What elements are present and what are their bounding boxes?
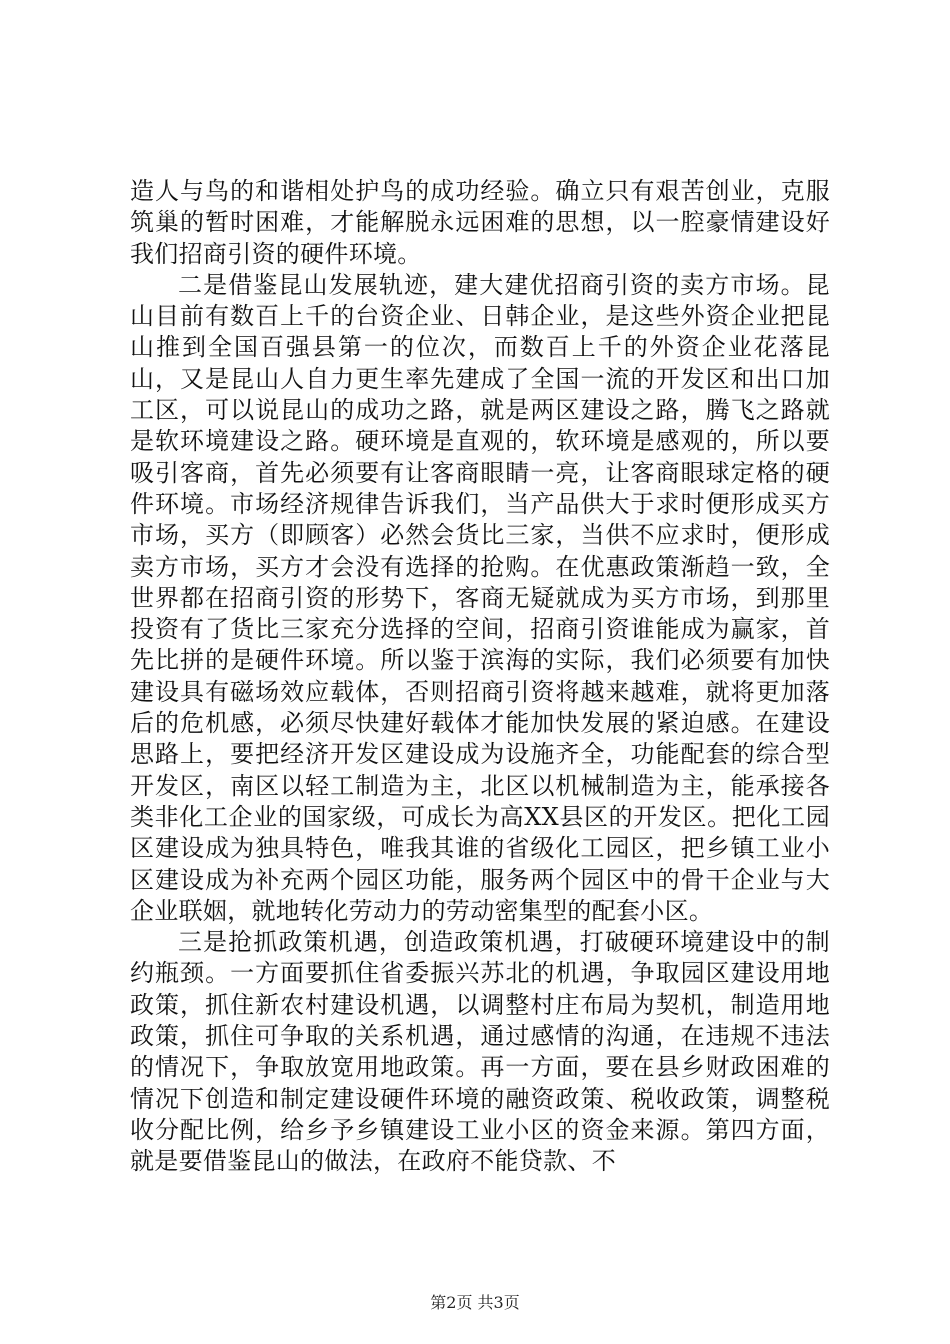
paragraph-3: 三是抢抓政策机遇，创造政策机遇，打破硬环境建设中的制约瓶颈。一方面要抓住省委振兴苏北的机遇，争取园区建设用地政策，抓住新农村建设机遇，以调整村庄布局为契机，制造用地政策，抓住可争取的关系机遇，通过感情的沟通，在违规不违法的情况下，争取放宽用地政策。再一方面，要在县乡财政困难的情况下创造和制定建设硬件环境的融资政策、税收政策，调整税收分配比例，给乡予乡镇建设工业小区的资金来源。第四方面，就是要借鉴昆山的做法，在政府不能贷款、不 — [130, 928, 830, 1176]
paragraph-2: 二是借鉴昆山发展轨迹，建大建优招商引资的卖方市场。昆山目前有数百上千的台资企业、日韩企业，是这些外资企业把昆山推到全国百强县第一的位次，而数百上千的外资企业花落昆山，又是昆山人自力更生率先建成了全国一流的开发区和出口加工区，可以说昆山的成功之路，就是两区建设之路，腾飞之路就是软环境建设之路。硬环境是直观的，软环境是感观的，所以要吸引客商，首先必须要有让客商眼睛一亮，让客商眼球定格的硬件环境。市场经济规律告诉我们，当产品供大于求时便形成买方市场，买方（即顾客）必然会货比三家，当供不应求时，便形成卖方市场，买方才会没有选择的抢购。在优惠政策渐趋一致，全世界都在招商引资的形势下，客商无疑就成为买方市场，到那里投资有了货比三家充分选择的空间，招商引资谁能成为赢家，首先比拼的是硬件环境。所以鉴于滨海的实际，我们必须要有加快建设具有磁场效应载体，否则招商引资将越来越难，就将更加落后的危机感，必须尽快建好载体才能加快发展的紧迫感。在建设思路上，要把经济开发区建设成为设施齐全，功能配套的综合型开发区，南区以轻工制造为主，北区以机械制造为主，能承接各类非化工企业的国家级，可成长为高XX县区的开发区。把化工园区建设成为独具特色，唯我其谁的省级化工园区，把乡镇工业小区建设成为补充两个园区功能，服务两个园区中的骨干企业与大企业联姻，就地转化劳动力的劳动密集型的配套小区。 — [130, 270, 830, 925]
page-number: 第2页 共3页 — [430, 1293, 520, 1312]
document-body — [130, 176, 830, 1178]
paragraph-1: 造人与鸟的和谐相处护鸟的成功经验。确立只有艰苦创业，克服筑巢的暂时困难，才能解脱永远困难的思想，以一腔豪情建设好我们招商引资的硬件环境。 — [130, 177, 830, 268]
